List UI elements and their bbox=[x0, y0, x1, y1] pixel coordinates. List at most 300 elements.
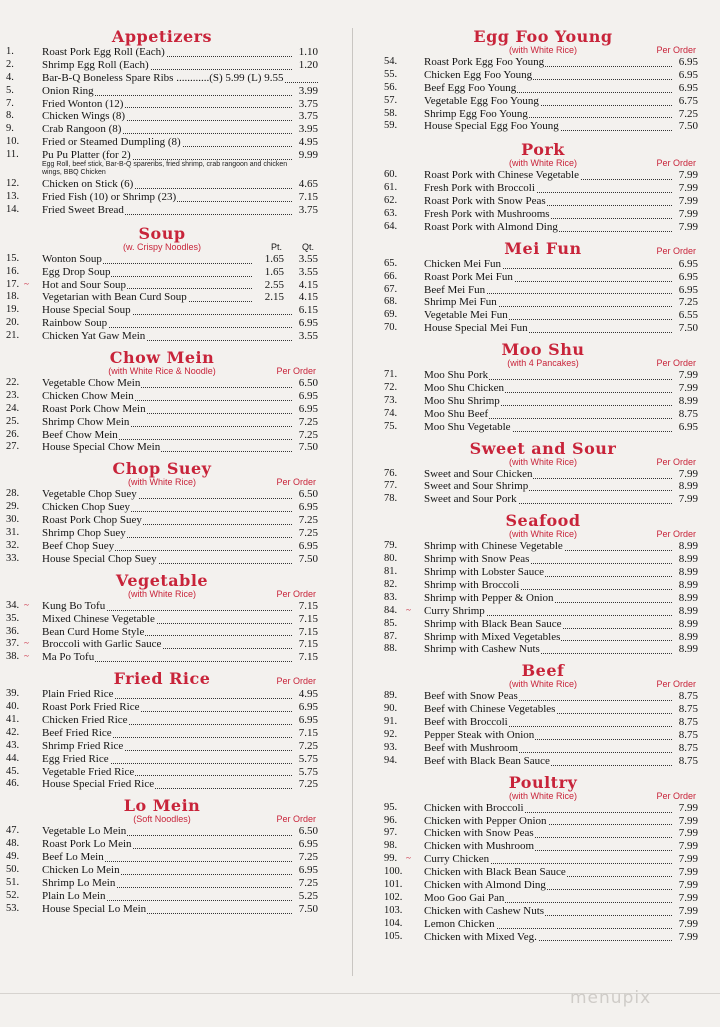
menu-item[interactable] bbox=[384, 742, 702, 755]
item-name-text: Roast Pork with Chinese Vegetable bbox=[424, 169, 579, 182]
item-name-text: Chicken with Broccoli bbox=[424, 801, 524, 814]
item-price: 7.99 bbox=[678, 930, 698, 943]
item-name bbox=[42, 527, 292, 540]
item-name bbox=[424, 690, 672, 703]
menu-item[interactable] bbox=[384, 703, 702, 716]
item-number: 51. bbox=[6, 876, 20, 888]
item-price: 7.15 bbox=[298, 638, 318, 651]
item-price: 8.75 bbox=[678, 690, 698, 703]
section-chowmein bbox=[2, 349, 322, 454]
menu-item[interactable] bbox=[2, 377, 322, 390]
menu-item[interactable] bbox=[2, 279, 322, 292]
menu-item[interactable] bbox=[2, 98, 322, 111]
item-price: 7.50 bbox=[298, 552, 318, 565]
item-price: 3.75 bbox=[298, 97, 318, 110]
item-name-text: Shrimp Fried Rice bbox=[42, 739, 124, 752]
item-list bbox=[384, 169, 702, 233]
menu-item[interactable] bbox=[2, 688, 322, 701]
item-name-text: Pepper Steak with Onion bbox=[424, 728, 535, 741]
item-number: 67. bbox=[384, 283, 398, 295]
menu-item[interactable] bbox=[2, 864, 322, 877]
menu-item[interactable] bbox=[384, 271, 702, 284]
section-header bbox=[2, 349, 322, 377]
item-number: 76. bbox=[384, 467, 398, 479]
item-name-text: Chicken Lo Mein bbox=[42, 863, 120, 876]
menu-item[interactable] bbox=[384, 258, 702, 271]
item-name bbox=[424, 540, 672, 553]
item-name bbox=[42, 266, 252, 279]
item-number: 2. bbox=[6, 58, 14, 70]
menu-item[interactable] bbox=[384, 605, 702, 618]
menu-item[interactable] bbox=[2, 877, 322, 890]
item-price: 8.99 bbox=[678, 604, 698, 617]
item-price: 6.95 bbox=[298, 701, 318, 714]
menu-item[interactable] bbox=[2, 488, 322, 501]
item-name-text: Vegetable Chow Mein bbox=[42, 377, 141, 390]
item-price: 7.15 bbox=[298, 726, 318, 739]
item-name bbox=[42, 390, 292, 403]
menu-item[interactable] bbox=[2, 266, 322, 279]
menu-item[interactable] bbox=[2, 204, 322, 217]
item-price: 6.95 bbox=[298, 402, 318, 415]
section-note: (with White Rice) bbox=[127, 588, 196, 599]
item-name bbox=[42, 778, 292, 791]
menu-item[interactable] bbox=[384, 918, 702, 931]
item-name bbox=[424, 395, 672, 408]
item-number: 87. bbox=[384, 630, 398, 642]
quart-price: 3.55 bbox=[298, 265, 318, 278]
menu-item[interactable] bbox=[2, 416, 322, 429]
menu-item[interactable] bbox=[2, 390, 322, 403]
menu-item[interactable] bbox=[2, 85, 322, 98]
menu-item[interactable] bbox=[2, 527, 322, 540]
item-number: 75. bbox=[384, 420, 398, 432]
menu-item[interactable] bbox=[384, 553, 702, 566]
item-name bbox=[42, 178, 292, 191]
section-chopsuey bbox=[2, 460, 322, 565]
item-name-text: House Special Chop Suey bbox=[42, 552, 157, 565]
menu-item[interactable] bbox=[384, 95, 702, 108]
section-mooshu bbox=[384, 341, 702, 433]
item-name bbox=[42, 191, 292, 204]
menu-item[interactable] bbox=[2, 740, 322, 753]
menu-item[interactable] bbox=[384, 879, 702, 892]
item-number: 20. bbox=[6, 317, 20, 329]
item-number: 21. bbox=[6, 330, 20, 342]
menu-item[interactable] bbox=[384, 755, 702, 768]
quart-label: Qt. bbox=[301, 241, 314, 252]
item-name-text: Fried Fish (10) or Shrimp (23) bbox=[42, 191, 177, 204]
item-name bbox=[424, 853, 672, 866]
item-price: 7.25 bbox=[298, 876, 318, 889]
menu-item[interactable] bbox=[2, 403, 322, 416]
section-title: Chow Mein bbox=[109, 348, 215, 368]
item-name bbox=[424, 421, 672, 434]
item-number: 4. bbox=[6, 71, 14, 83]
item-name-text: Chicken Wings (8) bbox=[42, 110, 126, 123]
item-name-text: Sweet and Sour Pork bbox=[424, 493, 517, 506]
menu-item[interactable] bbox=[384, 716, 702, 729]
item-number: 19. bbox=[6, 304, 20, 316]
item-name-text: House Special Chow Mein bbox=[42, 441, 161, 454]
item-price: 7.99 bbox=[678, 814, 698, 827]
per-order-label: Per Order bbox=[656, 790, 696, 801]
menu-item[interactable] bbox=[384, 108, 702, 121]
item-name-text: Chicken Fried Rice bbox=[42, 713, 128, 726]
per-order-label: Per Order bbox=[276, 477, 316, 488]
item-name bbox=[424, 284, 672, 297]
item-price: 7.25 bbox=[298, 415, 318, 428]
item-list bbox=[384, 802, 702, 944]
menu-item[interactable] bbox=[2, 626, 322, 639]
item-number: 11. bbox=[6, 149, 19, 161]
item-name-text: Egg Fried Rice bbox=[42, 752, 109, 765]
item-description: Egg Roll, beef stick, Bar-B-Q spareribs, fried shrimp, crab rangoon and chicken wings, BBQ Chicken bbox=[42, 161, 288, 177]
menu-item[interactable] bbox=[2, 890, 322, 903]
item-name bbox=[424, 258, 672, 271]
menu-item[interactable] bbox=[384, 540, 702, 553]
item-name-text: Moo Shu Chicken bbox=[424, 382, 505, 395]
item-name-text: Chicken with Cashew Nuts bbox=[424, 904, 545, 917]
menu-item[interactable] bbox=[2, 613, 322, 626]
item-number: 69. bbox=[384, 309, 398, 321]
per-order-label: Per Order bbox=[656, 45, 696, 55]
item-name bbox=[42, 688, 292, 701]
item-number: 59. bbox=[384, 120, 398, 132]
menu-item[interactable] bbox=[384, 892, 702, 905]
item-price: 7.99 bbox=[678, 878, 698, 891]
menu-item[interactable] bbox=[2, 727, 322, 740]
item-number: 55. bbox=[384, 68, 398, 80]
menu-item[interactable] bbox=[384, 309, 702, 322]
menu-item[interactable] bbox=[2, 501, 322, 514]
item-price: 6.75 bbox=[678, 94, 698, 107]
quart-price: 3.55 bbox=[298, 252, 318, 265]
menu-item[interactable] bbox=[384, 322, 702, 335]
section-seafood bbox=[384, 512, 702, 656]
item-price: 5.75 bbox=[298, 765, 318, 778]
menu-item[interactable] bbox=[384, 931, 702, 944]
item-price: 8.99 bbox=[678, 643, 698, 656]
menu-item[interactable] bbox=[384, 195, 702, 208]
menu-item[interactable] bbox=[2, 441, 322, 454]
menu-item[interactable] bbox=[2, 72, 322, 85]
item-name bbox=[42, 613, 292, 626]
item-number: 61. bbox=[384, 182, 398, 194]
menu-item[interactable] bbox=[2, 651, 322, 664]
menu-item[interactable] bbox=[384, 905, 702, 918]
item-name bbox=[424, 553, 672, 566]
menu-item[interactable] bbox=[384, 169, 702, 182]
menu-item[interactable] bbox=[384, 221, 702, 234]
per-order-label: Per Order bbox=[276, 676, 316, 687]
item-number: 97. bbox=[384, 827, 398, 839]
menu-item[interactable] bbox=[2, 714, 322, 727]
item-number: 44. bbox=[6, 752, 20, 764]
menu-item[interactable] bbox=[384, 296, 702, 309]
item-name bbox=[424, 566, 672, 579]
item-name bbox=[424, 322, 672, 335]
menu-item[interactable] bbox=[384, 382, 702, 395]
left-column bbox=[2, 22, 322, 916]
menu-item[interactable] bbox=[384, 592, 702, 605]
item-name-text: Fresh Pork with Broccoli bbox=[424, 182, 535, 195]
section-title: Seafood bbox=[505, 511, 581, 531]
item-name bbox=[42, 253, 252, 266]
menu-item[interactable] bbox=[384, 643, 702, 656]
item-price: 7.25 bbox=[298, 778, 318, 791]
section-note: (with White Rice & Noodle) bbox=[108, 366, 216, 377]
section-header bbox=[384, 774, 702, 802]
menu-item[interactable] bbox=[384, 421, 702, 434]
menu-item[interactable] bbox=[2, 304, 322, 317]
item-name-text: Fried Sweet Bread bbox=[42, 203, 124, 216]
item-number: 54. bbox=[384, 56, 398, 67]
menu-item[interactable] bbox=[2, 149, 322, 178]
item-price: 7.15 bbox=[298, 625, 318, 638]
item-name bbox=[424, 815, 672, 828]
item-number: 27. bbox=[6, 441, 20, 453]
menu-item[interactable] bbox=[2, 253, 322, 266]
item-name-text: Plain Fried Rice bbox=[42, 688, 114, 701]
menu-item[interactable] bbox=[2, 701, 322, 714]
item-price: 3.75 bbox=[298, 203, 318, 216]
menu-item[interactable] bbox=[2, 553, 322, 566]
item-number: 34. bbox=[6, 599, 20, 611]
spicy-pepper-icon: ~ bbox=[24, 638, 29, 649]
menu-item[interactable] bbox=[2, 540, 322, 553]
item-name bbox=[42, 638, 292, 651]
item-name-text: Vegetable Fried Rice bbox=[42, 765, 135, 778]
item-number: 66. bbox=[384, 270, 398, 282]
item-price: 3.75 bbox=[298, 110, 318, 123]
menu-item[interactable] bbox=[384, 369, 702, 382]
item-number: 26. bbox=[6, 428, 20, 440]
item-list bbox=[384, 690, 702, 767]
menu-item[interactable] bbox=[2, 851, 322, 864]
section-note: (with White Rice) bbox=[508, 45, 577, 55]
item-number: 30. bbox=[6, 514, 20, 526]
section-note: (with White Rice) bbox=[508, 679, 577, 690]
item-price: 8.99 bbox=[678, 617, 698, 630]
item-price: 7.50 bbox=[298, 441, 318, 454]
item-number: 42. bbox=[6, 726, 20, 738]
item-name bbox=[424, 866, 672, 879]
menu-item[interactable] bbox=[2, 317, 322, 330]
item-name-text: Shrimp Chow Mein bbox=[42, 415, 130, 428]
menu-item[interactable] bbox=[384, 56, 702, 69]
item-price: 6.95 bbox=[678, 56, 698, 68]
item-price: 7.50 bbox=[678, 322, 698, 335]
item-price: 8.99 bbox=[678, 566, 698, 579]
item-name bbox=[42, 877, 292, 890]
menu-item[interactable] bbox=[2, 191, 322, 204]
item-number: 102. bbox=[384, 891, 403, 903]
item-price: 8.99 bbox=[678, 540, 698, 553]
menu-item[interactable] bbox=[384, 395, 702, 408]
item-price: 7.99 bbox=[678, 840, 698, 853]
menu-item[interactable] bbox=[2, 600, 322, 613]
menu-item[interactable] bbox=[384, 618, 702, 631]
menu-item[interactable] bbox=[2, 903, 322, 916]
item-name bbox=[424, 802, 672, 815]
menu-item[interactable] bbox=[2, 110, 322, 123]
item-list bbox=[2, 825, 322, 915]
item-name bbox=[424, 480, 672, 493]
item-price: 6.95 bbox=[678, 420, 698, 433]
menu-item[interactable] bbox=[2, 429, 322, 442]
menu-item[interactable] bbox=[384, 82, 702, 95]
item-price: 6.50 bbox=[298, 825, 318, 838]
item-name-text: Roast Pork Lo Mein bbox=[42, 838, 132, 851]
item-number: 14. bbox=[6, 203, 20, 215]
item-number: 60. bbox=[384, 169, 398, 181]
menu-item[interactable] bbox=[2, 838, 322, 851]
section-header bbox=[384, 28, 702, 56]
menu-item[interactable] bbox=[384, 690, 702, 703]
item-price: 7.99 bbox=[678, 182, 698, 195]
item-list bbox=[2, 688, 322, 791]
menu-item[interactable] bbox=[384, 579, 702, 592]
item-name bbox=[424, 618, 672, 631]
section-note: (with White Rice) bbox=[508, 529, 577, 540]
menu-item[interactable] bbox=[2, 178, 322, 191]
section-header bbox=[2, 28, 322, 46]
menu-item[interactable] bbox=[384, 827, 702, 840]
menu-item[interactable] bbox=[2, 59, 322, 72]
item-name-text: Roast Pork Chop Suey bbox=[42, 514, 142, 527]
menu-item[interactable] bbox=[2, 825, 322, 838]
item-price: 1.10 bbox=[298, 46, 318, 58]
item-price: 7.25 bbox=[678, 107, 698, 120]
menu-item[interactable] bbox=[384, 729, 702, 742]
menu-item[interactable] bbox=[384, 182, 702, 195]
item-name-text: Shrimp with Mixed Vegetables bbox=[424, 630, 561, 643]
item-list bbox=[384, 369, 702, 433]
section-title: Poultry bbox=[508, 772, 578, 792]
item-name-text: Shrimp with Black Bean Sauce bbox=[424, 617, 562, 630]
item-name-text: Ma Po Tofu bbox=[42, 651, 95, 664]
section-poultry bbox=[384, 774, 702, 944]
item-price: 4.95 bbox=[298, 136, 318, 149]
menu-item[interactable] bbox=[2, 330, 322, 343]
item-name-text: Chicken with Almond Ding bbox=[424, 878, 546, 891]
item-name bbox=[424, 840, 672, 853]
menu-item[interactable] bbox=[384, 631, 702, 644]
per-order-label: Per Order bbox=[276, 814, 316, 825]
item-price: 7.99 bbox=[678, 382, 698, 395]
item-number: 28. bbox=[6, 488, 20, 500]
item-number: 95. bbox=[384, 801, 398, 813]
item-number: 32. bbox=[6, 539, 20, 551]
item-name-text: Shrimp with Chinese Vegetable bbox=[424, 540, 563, 553]
item-name-text: Shrimp Mei Fun bbox=[424, 296, 497, 309]
item-name-text: Roast Pork Mei Fun bbox=[424, 270, 513, 283]
item-number: 92. bbox=[384, 728, 398, 740]
per-order-label: Per Order bbox=[656, 529, 696, 540]
item-name bbox=[42, 903, 292, 916]
item-number: 25. bbox=[6, 415, 20, 427]
item-price: 6.95 bbox=[678, 283, 698, 296]
menu-item[interactable] bbox=[384, 468, 702, 481]
item-name bbox=[42, 626, 292, 639]
menu-item[interactable] bbox=[2, 136, 322, 149]
menu-item[interactable] bbox=[384, 493, 702, 506]
menu-item[interactable] bbox=[384, 208, 702, 221]
item-number: 31. bbox=[6, 527, 20, 539]
item-name-text: Egg Drop Soup bbox=[42, 265, 111, 278]
item-price: 7.25 bbox=[298, 851, 318, 864]
item-name-text: Roast Pork Egg Roll (Each) bbox=[42, 46, 165, 58]
item-price: 7.99 bbox=[678, 369, 698, 382]
item-number: 15. bbox=[6, 252, 20, 264]
item-number: 36. bbox=[6, 625, 20, 637]
menu-item[interactable] bbox=[384, 69, 702, 82]
item-name-text: Hot and Sour Soup bbox=[42, 278, 127, 291]
item-price: 8.99 bbox=[678, 394, 698, 407]
menu-item[interactable] bbox=[384, 480, 702, 493]
item-price: 6.15 bbox=[298, 304, 318, 317]
item-number: 45. bbox=[6, 765, 20, 777]
menu-item[interactable] bbox=[384, 120, 702, 133]
watermark-logo: menupix bbox=[570, 988, 652, 1008]
item-number: 99. bbox=[384, 853, 398, 865]
menu-item[interactable] bbox=[2, 766, 322, 779]
menu-item[interactable] bbox=[2, 638, 322, 651]
menu-item[interactable] bbox=[2, 46, 322, 59]
item-price: 7.25 bbox=[298, 428, 318, 441]
section-title: Vegetable bbox=[115, 570, 209, 590]
menu-item[interactable] bbox=[2, 778, 322, 791]
section-note: (with White Rice) bbox=[508, 790, 577, 801]
menu-item[interactable] bbox=[2, 514, 322, 527]
item-price: 7.50 bbox=[678, 120, 698, 133]
item-name bbox=[424, 592, 672, 605]
item-name-text: House Special Fried Rice bbox=[42, 778, 155, 791]
per-order-label: Per Order bbox=[656, 158, 696, 169]
item-list bbox=[2, 253, 322, 343]
menu-item[interactable] bbox=[384, 284, 702, 297]
item-price: 6.95 bbox=[678, 270, 698, 283]
section-header bbox=[384, 512, 702, 540]
item-name bbox=[42, 317, 292, 330]
menu-item[interactable] bbox=[2, 123, 322, 136]
menu-item[interactable] bbox=[2, 291, 322, 304]
item-name bbox=[42, 651, 292, 664]
menu-item[interactable] bbox=[384, 840, 702, 853]
section-vegetable bbox=[2, 572, 322, 664]
menu-item[interactable] bbox=[2, 753, 322, 766]
menu-item[interactable] bbox=[384, 566, 702, 579]
item-number: 105. bbox=[384, 930, 403, 942]
item-number: 29. bbox=[6, 501, 20, 513]
menu-item[interactable] bbox=[384, 853, 702, 866]
menu-item[interactable] bbox=[384, 802, 702, 815]
section-header bbox=[2, 460, 322, 488]
item-number: 49. bbox=[6, 851, 20, 863]
pint-price: 1.65 bbox=[264, 252, 284, 265]
column-divider bbox=[352, 28, 353, 976]
menu-item[interactable] bbox=[384, 815, 702, 828]
item-name bbox=[424, 716, 672, 729]
menu-item[interactable] bbox=[384, 408, 702, 421]
item-price: 7.99 bbox=[678, 866, 698, 879]
item-name bbox=[424, 918, 672, 931]
menu-item[interactable] bbox=[384, 866, 702, 879]
item-price: 7.99 bbox=[678, 220, 698, 233]
item-price: 8.75 bbox=[678, 703, 698, 716]
item-name-text: Chicken Yat Gaw Mein bbox=[42, 330, 146, 343]
